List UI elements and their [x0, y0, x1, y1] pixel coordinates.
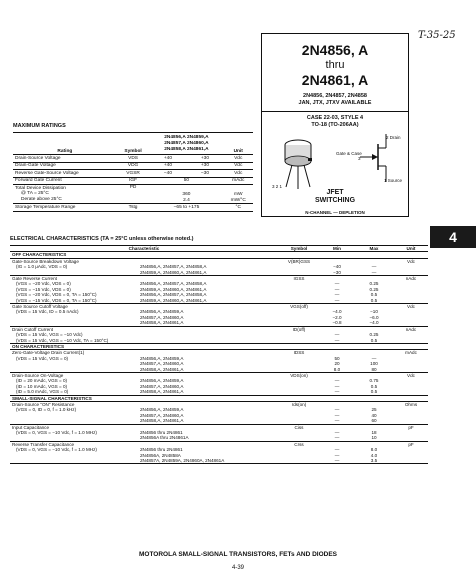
param-min: 20	[334, 361, 340, 367]
param-parts: 2N4858,A, 2N4861,A	[140, 389, 184, 395]
mr-cell: IGF	[117, 177, 150, 185]
mr-cell: +30	[186, 155, 223, 163]
param-title: Drain Cutoff Current	[10, 326, 278, 332]
channel-note: N-CHANNEL — DEPLETION	[305, 210, 365, 215]
param-unit: pF	[394, 441, 428, 447]
param-max: 0.25	[369, 281, 379, 287]
param-symbol: IDSS	[278, 350, 320, 356]
param-max: —	[371, 269, 377, 275]
max-ratings-heading: MAXIMUM RATINGS	[13, 123, 66, 129]
ec-header-symbol: Symbol	[290, 246, 308, 251]
param-title: Gate-Source Breakdown Voltage	[10, 258, 278, 264]
param-max: 60	[371, 418, 377, 424]
param-condition: (VDS = 15 Vdc, VGS = −10 Vdc)	[16, 332, 83, 338]
param-max: 4.0	[370, 452, 378, 458]
mr-cell: mW	[233, 192, 243, 197]
param-condition: (ID = 20 mAdc, VGS = 0)	[16, 378, 68, 384]
mr-row	[13, 162, 253, 170]
param-max: 0.5	[370, 292, 378, 298]
mr-cell: mW/°C	[230, 197, 246, 203]
mr-row	[13, 155, 253, 163]
param-min: —	[334, 458, 340, 464]
param-symbol: rds(on)	[278, 401, 320, 407]
part-title-1: 2N4856, A	[301, 42, 369, 58]
param-min: —	[334, 383, 340, 389]
param-symbol: IGSS	[278, 276, 320, 282]
mr-cell: Vdc	[223, 155, 253, 163]
param-min: 8.0	[333, 366, 341, 372]
mr-cell: Vdc	[223, 162, 253, 170]
param-condition: (VGS = −20 Vdc, VDS = 0)	[16, 281, 71, 287]
mr-cell: VDG	[117, 162, 150, 170]
param-condition: (VGS = −15 Vdc, VDS = 0)	[16, 286, 71, 292]
param-max: 8.0	[370, 447, 378, 453]
param-parts: 2N4856 thru 2N4861	[140, 430, 183, 435]
param-symbol: ID(off)	[278, 326, 320, 332]
section-title: OFF CHARACTERISTICS	[10, 252, 428, 258]
param-condition: (ID = 5.0 mAdc, VGS = 0)	[16, 389, 69, 395]
param-min: −30	[333, 269, 341, 275]
part-subtitle-1: 2N4856, 2N4857, 2N4858	[303, 93, 367, 99]
param-parts: 2N4859,A, 2N4860,A, 2N4861,A	[140, 297, 207, 303]
mr-row	[13, 204, 253, 212]
param-min: —	[334, 297, 340, 303]
mr-cell: Drain-Source Voltage	[13, 155, 117, 163]
param-title: Zero-Gate-Voltage Drain Current(1)	[10, 350, 278, 356]
param-min: —	[334, 337, 340, 343]
mr-cell: VDS	[117, 155, 150, 163]
param-max: −10	[370, 309, 378, 315]
param-min: —	[334, 389, 340, 395]
param-max: —	[371, 355, 377, 361]
param-min: 50	[334, 355, 340, 361]
param-row	[10, 458, 428, 464]
param-unit: Vdc	[394, 372, 428, 378]
param-max: −6.0	[369, 314, 379, 320]
param-unit: nAdc	[394, 326, 428, 332]
mr-cell: Tstg	[117, 204, 150, 212]
param-max: 10	[371, 435, 377, 441]
param-min: —	[334, 332, 340, 338]
ec-header-min: Min	[333, 246, 341, 251]
mr-cell: Drain-Gate Voltage	[13, 162, 117, 170]
param-parts: 2N4858,A, 2N4861,A	[140, 366, 184, 372]
param-unit: Vdc	[394, 258, 428, 264]
param-title: Gate Reverse Current	[10, 276, 278, 282]
param-unit: nAdc	[394, 276, 428, 282]
param-min: —	[334, 281, 340, 287]
param-parts: 2N4859,A, 2N4860,A, 2N4861,A	[140, 269, 207, 275]
param-condition: (VDS = 15 Vdc, VGS = −10 Vdc, TA = 150°C)	[16, 337, 109, 343]
param-min: −0.8	[332, 320, 342, 326]
param-unit: Ohms	[394, 401, 428, 407]
param-max: 0.25	[369, 286, 379, 292]
param-parts: 2N4856,A, 2N4857,A, 2N4858,A	[140, 281, 207, 287]
param-parts: 2N4857,A, 2N4860,A	[140, 361, 184, 367]
mr-row	[13, 177, 253, 185]
mr-cell: −30	[186, 170, 223, 178]
param-parts: 2N4856A, 2N4858A	[140, 452, 181, 458]
param-title: Input Capacitance	[10, 424, 278, 430]
param-condition: (VDS = 15 Vdc, VGS = 0)	[16, 355, 69, 361]
param-unit: pF	[394, 424, 428, 430]
param-parts: 2N4856,A, 2N4857,A, 2N4858,A	[140, 264, 207, 270]
param-max: 0.5	[370, 337, 378, 343]
pin-gate-number: 3	[358, 156, 361, 161]
pin-gate-label: Gate & Case	[336, 151, 362, 156]
param-condition: (VGS = −20 Vdc, VDS = 0, TA = 150°C)	[16, 292, 97, 298]
mr-cell: Derate above 25°C	[21, 196, 62, 202]
param-max: 18	[371, 430, 377, 435]
part-subtitle-2: JAN, JTX, JTXV AVAILABLE	[298, 100, 372, 106]
param-condition: (ID = 10 mAdc, VGS = 0)	[16, 383, 68, 389]
max-ratings-table	[13, 132, 253, 212]
param-condition: (VGS = 0, ID = 0, f = 1.0 kHz)	[16, 407, 77, 413]
pin-numbers: 3 2 1	[272, 184, 283, 189]
mr-cell: Total Device Dissipation	[15, 185, 66, 191]
pin-source-label: 1 Source	[384, 178, 403, 183]
mr-cell: Storage Temperature Range	[13, 204, 117, 212]
case-line-1: CASE 22-03, STYLE 4	[306, 115, 364, 121]
param-symbol: VDS(on)	[278, 372, 320, 378]
part-number-box	[261, 33, 409, 217]
param-parts: 2N4856,A, 2N4859,A	[140, 355, 184, 361]
param-parts: 2N4857A, 2N4859A, 2N4860A, 2N4861A	[140, 458, 225, 464]
page-number: 4-39	[231, 565, 244, 571]
param-title: Drain-Source "ON" Resistance	[10, 401, 278, 407]
param-condition: (VDS = 15 Vdc, ID = 0.5 nAdc)	[16, 309, 79, 315]
param-title: Drain-Source On-Voltage	[10, 372, 278, 378]
param-parts: 2N4856 thru 2N4861	[140, 447, 183, 453]
param-symbol: Crss	[278, 441, 320, 447]
elec-characteristics-table	[10, 245, 428, 464]
param-min: —	[334, 447, 340, 453]
param-min: −40	[333, 264, 341, 270]
param-min: —	[334, 435, 340, 441]
param-unit: mAdc	[394, 350, 428, 356]
mr-header-rating: Rating	[13, 133, 117, 155]
mr-header-unit: Unit	[223, 133, 253, 155]
type-line-1: JFET	[326, 189, 344, 196]
param-max: 0.5	[370, 383, 378, 389]
type-line-2: SWITCHING	[314, 197, 356, 204]
case-line-2: TO-18 (TO-206AA)	[311, 122, 359, 128]
mr-col-parts-2: 2N4857,A 2N4860,A	[164, 140, 209, 146]
param-max: 80	[371, 366, 377, 372]
mr-cell: −65 to +175	[149, 204, 223, 212]
param-min: —	[334, 407, 340, 413]
mr-cell: +40	[149, 162, 186, 170]
param-min: —	[334, 452, 340, 458]
param-max: 100	[370, 361, 378, 367]
param-min: —	[334, 418, 340, 424]
handwritten-note: T-35-25	[418, 30, 456, 41]
param-symbol: Ciss	[278, 424, 320, 430]
footer-text: MOTOROLA SMALL-SIGNAL TRANSISTORS, FETs AND DIODES	[138, 551, 337, 558]
param-min: —	[334, 378, 340, 384]
param-max: −4.0	[369, 320, 379, 326]
param-parts: 2N4857,A, 2N4860,A	[140, 314, 184, 320]
mr-cell: mAdc	[223, 177, 253, 185]
mr-cell: 50	[149, 177, 223, 185]
to18-package-icon	[268, 131, 330, 191]
param-max: 0.75	[369, 378, 379, 384]
param-min: —	[334, 286, 340, 292]
mr-cell: @ TA = 25°C	[21, 191, 49, 197]
param-condition	[10, 458, 138, 464]
ec-header-char: Characteristic	[128, 246, 160, 251]
param-max: 3.5	[370, 458, 378, 464]
mr-cell: 2.4	[183, 197, 190, 203]
param-condition: (VDS = 0, VGS = −10 Vdc, f = 1.0 MHz)	[16, 447, 97, 453]
mr-header-symbol: Symbol	[117, 133, 150, 155]
param-unit: Vdc	[394, 304, 428, 310]
param-parts: 2N4856,A, 2N4859,A	[140, 309, 184, 315]
param-symbol-blank	[278, 458, 320, 464]
param-title: Gate Source Cutoff Voltage	[10, 304, 278, 310]
param-title: Reverse Transfer Capacitance	[10, 441, 278, 447]
part-title-3: 2N4861, A	[301, 72, 369, 88]
param-min: −2.0	[332, 314, 342, 320]
section-title: ON CHARACTERISTICS	[10, 343, 428, 349]
param-symbol: V(BR)GSS	[278, 258, 320, 264]
param-condition: (IG = 1.0 μAdc, VDS = 0)	[16, 264, 68, 270]
param-min: —	[334, 412, 340, 418]
section-title: SMALL-SIGNAL CHARACTERISTICS	[10, 395, 428, 401]
mr-cell: +40	[149, 155, 186, 163]
mr-cell: 360	[182, 192, 191, 197]
param-min: —	[334, 430, 340, 435]
param-parts: 2N4856,A, 2N4859,A	[140, 407, 184, 413]
param-max: 0.5	[370, 297, 378, 303]
pin-drain-label: 2 Drain	[386, 135, 401, 140]
param-max: 25	[371, 407, 377, 413]
mr-row	[13, 170, 253, 178]
mr-cell: +30	[186, 162, 223, 170]
param-parts: 2N4857,A, 2N4860,A	[140, 412, 184, 418]
elec-heading: ELECTRICAL CHARACTERISTICS (TA = 25°C unless otherwise noted.)	[10, 236, 194, 242]
section-tab-4: 4	[430, 226, 476, 248]
param-parts: 2N4859,A, 2N4860,A, 2N4861,A	[140, 286, 207, 292]
param-min: —	[334, 292, 340, 298]
mr-cell: VGSR	[117, 170, 150, 178]
param-min: −4.0	[332, 309, 342, 315]
param-parts: 2N4858,A, 2N4861,A	[140, 418, 184, 424]
mr-cell: −40	[149, 170, 186, 178]
param-condition: (VGS = −15 Vdc, VDS = 0, TA = 150°C)	[16, 297, 97, 303]
param-max: 0.25	[369, 332, 379, 338]
param-parts: 2N4858,A, 2N4861,A	[140, 320, 184, 326]
ec-header-max: Max	[369, 246, 379, 251]
param-parts: 2N4856,A, 2N4859,A	[140, 378, 184, 384]
mr-row	[13, 185, 253, 204]
param-max: —	[371, 264, 377, 270]
param-condition: (VDS = 0, VGS = −10 Vdc, f = 1.0 MHz)	[16, 430, 97, 435]
param-unit-blank	[394, 458, 428, 464]
param-parts: 2N4857,A, 2N4860,A	[140, 383, 184, 389]
param-parts: 2N4856A thru 2N4861A	[140, 435, 189, 441]
param-symbol: VGS(off)	[278, 304, 320, 310]
ec-header-unit: Unit	[406, 246, 416, 251]
mr-cell: Reverse Gate-Source Voltage	[13, 170, 117, 178]
mr-col-parts-3: 2N4858,A 2N4861,A	[164, 146, 209, 152]
part-title-2: thru	[325, 59, 345, 71]
param-max: 0.5	[370, 389, 378, 395]
mr-cell: °C	[223, 204, 253, 212]
param-parts: 2N4856,A, 2N4857,A, 2N4858,A	[140, 292, 207, 298]
mr-cell: Forward Gate Current	[13, 177, 117, 185]
param-max: 40	[371, 412, 377, 418]
mr-cell: PD	[117, 185, 150, 204]
mr-cell: Vdc	[223, 170, 253, 178]
mr-col-parts-1: 2N4856,A 2N4859,A	[164, 134, 209, 140]
